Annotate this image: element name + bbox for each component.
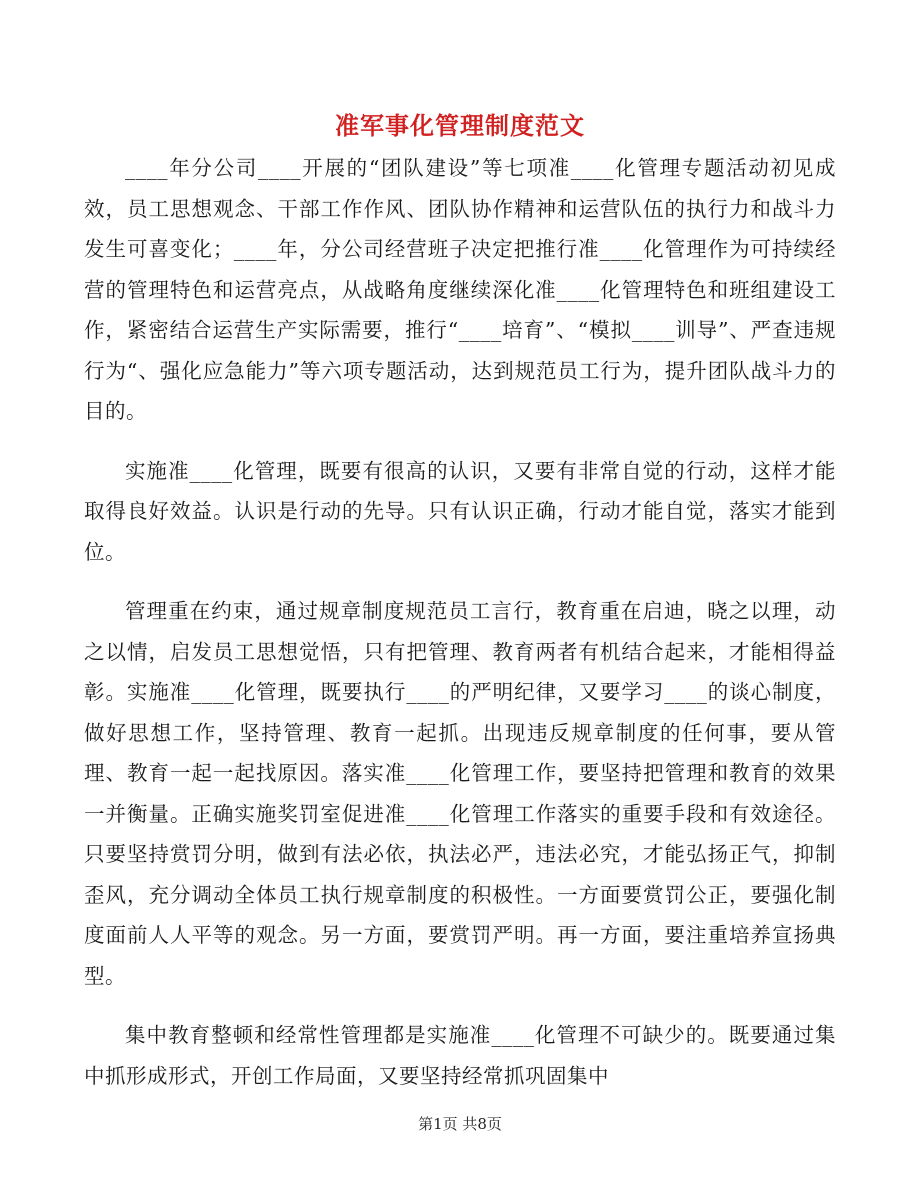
- document-body: [84, 148, 836, 1115]
- paragraph-1: ____年分公司____开展的“团队建设”等七项准____化管理专题活动初见成效，员工思想观念、干部工作作风、团队协作精神和运营队伍的执行力和战斗力发生可喜变化；____年，分公司经营班子决定把推行准____化管理作为可持续经营的管理特色和运营亮点，从战略角度继续深化准____化管理特色和班组建设工作，紧密结合运营生产实际需要，推行“____培育”、“模拟____训导”、严查违规行为“、强化应急能力”等六项专题活动，达到规范员工行为，提升团队战斗力的目的。: [84, 156, 836, 423]
- page-footer: 第1页 共8页: [418, 1115, 502, 1133]
- paragraph-3: 管理重在约束，通过规章制度规范员工言行，教育重在启迪，晓之以理，动之以情，启发员工思想觉悟，只有把管理、教育两者有机结合起来，才能相得益彰。实施准____化管理，既要执行____的严明纪律，又要学习____的谈心制度，做好思想工作，坚持管理、教育一起抓。出现违反规章制度的任何事，要从管理、教育一起一起找原因。落实准____化管理工作，要坚持把管理和教育的效果一并衡量。正确实施奖罚室促进准____化管理工作落实的重要手段和有效途径。只要坚持赏罚分明，做到有法必依，执法必严，违法必究，才能弘扬正气，抑制歪风，充分调动全体员工执行规章制度的积极性。一方面要赏罚公正，要强化制度面前人人平等的观念。另一方面，要赏罚严明。再一方面，要注重培养宣扬典型。: [84, 599, 836, 988]
- paragraph-4: 集中教育整顿和经常性管理都是实施准____化管理不可缺少的。既要通过集中抓形成形式，开创工作局面，又要坚持经常抓巩固集中: [84, 1023, 836, 1088]
- document-title: 准军事化管理制度范文: [335, 111, 585, 140]
- paragraph-2: 实施准____化管理，既要有很高的认识，又要有非常自觉的行动，这样才能取得良好效益。认识是行动的先导。只有认识正确，行动才能自觉，落实才能到位。: [84, 458, 836, 564]
